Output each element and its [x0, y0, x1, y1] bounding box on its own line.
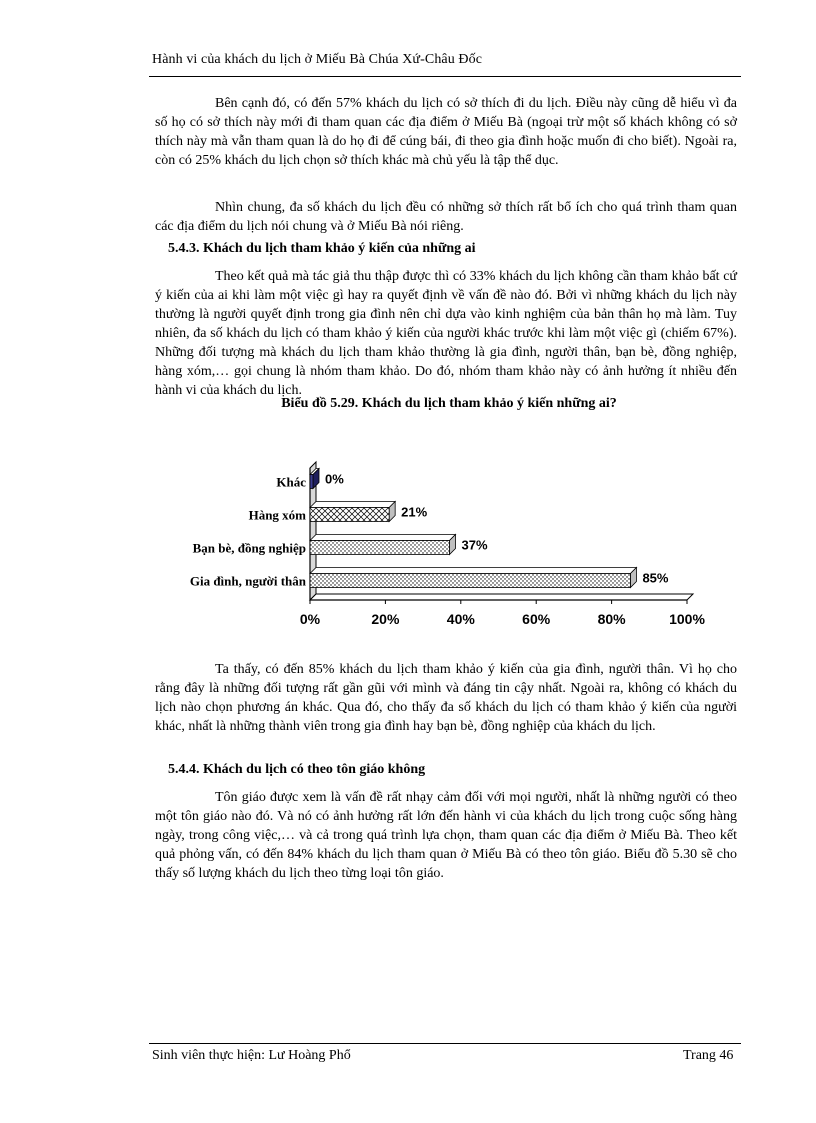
bar-top — [310, 568, 636, 574]
section-heading-5-4-3: 5.4.3. Khách du lịch tham khảo ý kiến của những ai — [168, 241, 476, 256]
paragraph-analysis — [155, 660, 737, 736]
footer-page-number: Trang 46 — [683, 1048, 734, 1063]
paragraph-summary — [155, 198, 737, 236]
x-tick-label: 20% — [371, 611, 400, 627]
header-rule — [149, 76, 741, 77]
bar-top — [310, 502, 395, 508]
bar-top — [310, 535, 455, 541]
bar — [310, 508, 389, 522]
paragraph-5: Tôn giáo được xem là vấn đề rất nhạy cảm đối với mọi người, nhất là những người có theo một tôn giáo nào đó. Và nó có ảnh hưởng rất lớn đến hành vi của khách du lịch trong cuộc sống hàng ngày, trong công việc,… và cả trong quá trình lựa chọn, tham quan các địa điểm ở Miếu Bà. Theo kết quả phỏng vấn, có đến 84% khách du lịch tham quan ở Miếu Bà có theo tôn giáo. Biểu đồ 5.30 sẽ cho thấy số lượng khách du lịch theo từng loại tôn giáo. — [155, 790, 737, 881]
paragraph-1: Bên cạnh đó, có đến 57% khách du lịch có sở thích đi du lịch. Điều này cũng dễ hiểu vì đa số họ có sở thích này mới đi tham quan các địa điểm ở Miếu Bà (ngoại trừ một số khách không có sở thích này mà vẫn tham quan là do họ đi để cúng bái, đi theo gia đình hoặc muốn đi cho biết). Ngoài ra, còn có 25% khách du lịch chọn sở thích khác mà chủ yếu là tập thể dục. — [155, 96, 737, 168]
data-label: 21% — [401, 504, 428, 520]
bar — [310, 475, 313, 489]
bar — [310, 541, 449, 555]
x-tick-label: 80% — [597, 611, 626, 627]
paragraph-religion — [155, 788, 737, 883]
category-label: Hàng xóm — [248, 507, 306, 523]
category-label: Gia đình, người thân — [189, 573, 306, 589]
paragraph-reference-group — [155, 267, 737, 400]
bar-chart — [160, 454, 720, 644]
data-label: 85% — [642, 570, 669, 586]
x-tick-label: 0% — [299, 611, 321, 627]
x-tick-label: 40% — [446, 611, 475, 627]
chart-floor — [310, 594, 693, 600]
bar — [310, 574, 630, 588]
data-label: 0% — [325, 471, 344, 487]
data-label: 37% — [461, 537, 488, 553]
running-header: Hành vi của khách du lịch ở Miếu Bà Chúa Xứ-Châu Đốc — [152, 52, 483, 67]
x-tick-label: 60% — [522, 611, 551, 627]
section-heading-5-4-4: 5.4.4. Khách du lịch có theo tôn giáo không — [168, 762, 426, 777]
category-label: Bạn bè, đồng nghiệp — [192, 540, 306, 556]
chart-title: Biểu đồ 5.29. Khách du lịch tham khảo ý kiến những ai? — [281, 396, 617, 411]
category-label: Khác — [276, 474, 306, 490]
footer-author: Sinh viên thực hiện: Lư Hoàng Phổ — [152, 1048, 351, 1063]
x-tick-label: 100% — [669, 611, 705, 627]
paragraph-4: Ta thấy, có đến 85% khách du lịch tham khảo ý kiến của gia đình, người thân. Vì họ cho rằng đây là những đối tượng rất gần gũi với mình và đáng tin cậy nhất. Ngoài ra, không có khách du lịch nào chọn phương án khác. Qua đó, cho thấy đa số khách du lịch có tham khảo ý kiến của người khác, nhất là những thành viên trong gia đình hay bạn bè, đồng nghiệp của khách du lịch. — [155, 662, 737, 734]
footer-rule — [149, 1043, 741, 1044]
paragraph-intro — [155, 94, 737, 170]
paragraph-3: Theo kết quả mà tác giả thu thập được thì có 33% khách du lịch không cần tham khảo bất cứ ý kiến của ai khi làm một việc gì hay ra quyết định về vấn đề nào đó. Bởi vì những khách du lịch này thường là người quyết định trong gia đình nên chỉ dựa vào kinh nghiệm của bản thân họ mà làm. Tuy nhiên, đa số khách du lịch có tham khảo ý kiến của người khác trước khi làm một việc gì (chiếm 67%). Những đối tượng mà khách du lịch tham khảo thường là gia đình, người thân, bạn bè, đồng nghiệp, hàng xóm,… gọi chung là nhóm tham khảo. Do đó, nhóm tham khảo này có ảnh hưởng ít nhiều đến hành vi của khách du lịch. — [155, 269, 737, 398]
paragraph-2: Nhìn chung, đa số khách du lịch đều có những sở thích rất bổ ích cho quá trình tham quan các địa điểm du lịch nói chung và ở Miếu Bà nói riêng. — [155, 200, 737, 234]
chart-bars — [310, 469, 636, 588]
